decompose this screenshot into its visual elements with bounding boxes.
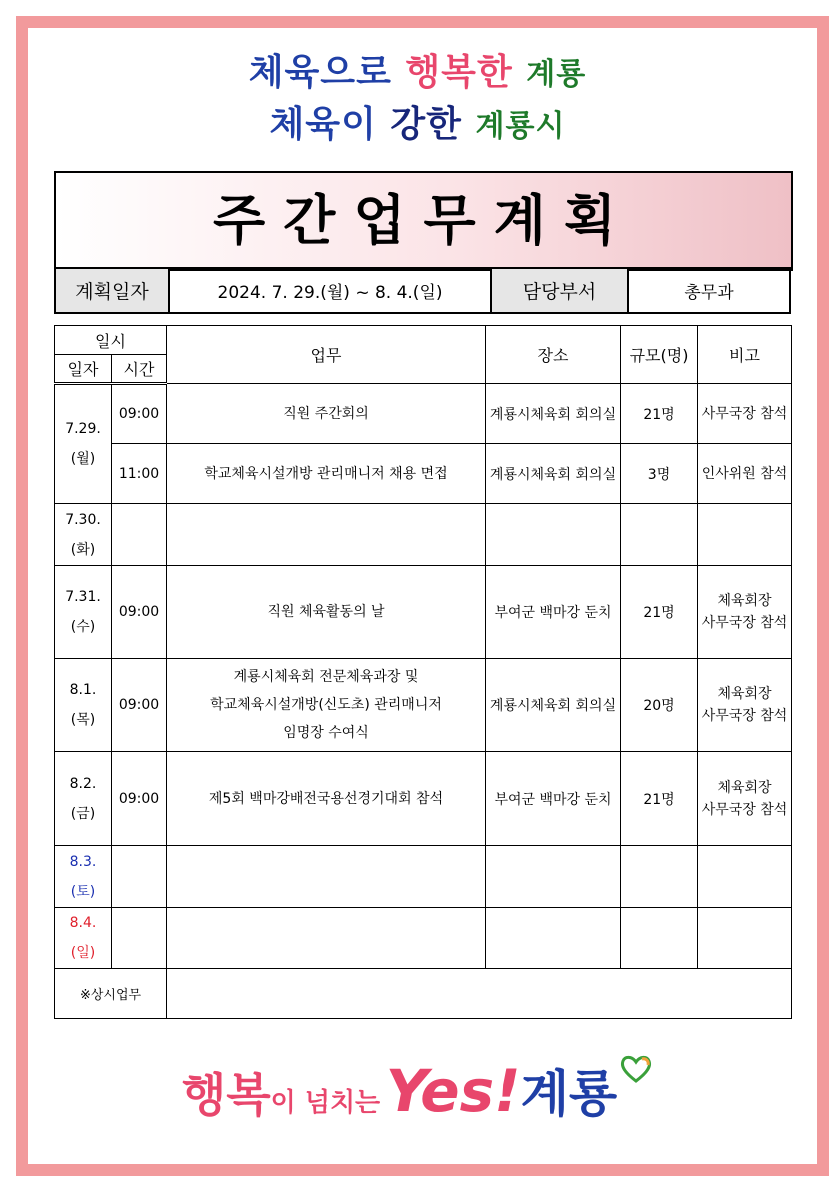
- note-line: 사무국장 참석: [701, 801, 788, 818]
- note-line: 체육회장: [717, 686, 772, 702]
- date-cell: [55, 384, 112, 504]
- date-cell: [55, 752, 112, 846]
- date-cell: [55, 908, 112, 969]
- dept-label: 담당부서: [491, 268, 628, 313]
- place-cell: 부여군 백마강 둔치: [486, 752, 621, 846]
- note-cell: [698, 566, 792, 659]
- note-cell: [698, 659, 792, 752]
- slogan-text: 체육이: [269, 104, 377, 145]
- note-cell: [698, 908, 792, 969]
- date-text: 7.30.: [65, 511, 101, 528]
- slogan-line-2: [0, 96, 835, 147]
- task-line: 계룡시체육회 전문체육과장 및: [233, 669, 419, 685]
- task-cell: [167, 908, 486, 969]
- standing-label: ※상시업무: [55, 969, 167, 1019]
- day-text: (토): [70, 883, 96, 900]
- scale-cell: 21명: [621, 752, 698, 846]
- date-cell: [55, 504, 112, 566]
- note-line: 사무국장 참석: [701, 708, 788, 724]
- schedule-table: [54, 325, 792, 1019]
- time-cell: 09:00: [112, 659, 167, 752]
- task-cell: [167, 659, 486, 752]
- date-text: 7.29.: [65, 421, 101, 437]
- heart-icon: [619, 1054, 653, 1088]
- note-line: 체육회장: [717, 779, 772, 796]
- scale-cell: [621, 908, 698, 969]
- place-cell: 부여군 백마강 둔치: [486, 566, 621, 659]
- date-text: 8.4.: [69, 915, 97, 931]
- task-cell: 제5회 백마강배전국용선경기대회 참석: [167, 752, 486, 846]
- date-text: 8.2.: [69, 775, 97, 792]
- scale-cell: 21명: [621, 384, 698, 444]
- note-line: 사무국장 참석: [701, 615, 788, 631]
- task-cell: 직원 주간회의: [167, 384, 486, 444]
- footer-text: 이 넘치는: [270, 1088, 381, 1118]
- note-line: 체육회장: [717, 593, 772, 609]
- day-text: (목): [70, 712, 96, 728]
- note-cell: [698, 752, 792, 846]
- day-text: (화): [70, 541, 96, 558]
- time-cell: [112, 504, 167, 566]
- header-date: 일자: [55, 355, 112, 384]
- day-text: (일): [70, 945, 96, 961]
- header-time: 시간: [112, 355, 167, 384]
- task-line: 학교체육시설개방(신도초) 관리매니저: [210, 697, 442, 713]
- title-box: [54, 171, 793, 271]
- plan-date-label: 계획일자: [55, 268, 169, 313]
- note-cell: [698, 846, 792, 908]
- scale-cell: [621, 846, 698, 908]
- date-text: 8.3.: [69, 853, 97, 870]
- plan-date-value: 2024. 7. 29.(월) ~ 8. 4.(일): [169, 268, 491, 313]
- header-task: 업무: [167, 326, 486, 384]
- date-cell: [55, 846, 112, 908]
- scale-cell: 20명: [621, 659, 698, 752]
- standing-content: [167, 969, 792, 1019]
- slogan-text: 행복한: [405, 52, 513, 93]
- place-cell: 계룡시체육회 회의실: [486, 384, 621, 444]
- header-note: 비고: [698, 326, 792, 384]
- place-cell: [486, 908, 621, 969]
- note-cell: 사무국장 참석: [698, 384, 792, 444]
- slogan-text: 계룡시: [475, 109, 566, 144]
- date-cell: [55, 566, 112, 659]
- task-cell: [167, 846, 486, 908]
- slogan-line-1: [0, 44, 835, 95]
- date-cell: [55, 659, 112, 752]
- place-cell: 계룡시체육회 회의실: [486, 444, 621, 504]
- scale-cell: 3명: [621, 444, 698, 504]
- slogan-text: 강한: [390, 104, 462, 145]
- info-table: [54, 267, 791, 314]
- task-line: 임명장 수여식: [283, 725, 369, 741]
- page-title: 주간업무계획: [213, 189, 634, 252]
- footer-text: Yes!: [385, 1057, 521, 1125]
- time-cell: [112, 846, 167, 908]
- note-cell: [698, 504, 792, 566]
- day-text: (월): [70, 451, 96, 467]
- date-text: 7.31.: [65, 589, 101, 605]
- header-datetime: 일시: [55, 326, 167, 355]
- time-cell: 09:00: [112, 566, 167, 659]
- footer-text: 계룡: [520, 1065, 618, 1123]
- time-cell: 09:00: [112, 752, 167, 846]
- dept-value: 총무과: [628, 268, 790, 313]
- task-cell: [167, 504, 486, 566]
- footer-logo: [0, 1054, 835, 1126]
- task-cell: 학교체육시설개방 관리매니저 채용 면접: [167, 444, 486, 504]
- time-cell: [112, 908, 167, 969]
- date-text: 8.1.: [69, 682, 97, 698]
- time-cell: 09:00: [112, 384, 167, 444]
- task-cell: 직원 체육활동의 날: [167, 566, 486, 659]
- day-text: (수): [70, 619, 96, 635]
- place-cell: 계룡시체육회 회의실: [486, 659, 621, 752]
- place-cell: [486, 846, 621, 908]
- place-cell: [486, 504, 621, 566]
- note-cell: 인사위원 참석: [698, 444, 792, 504]
- footer-text: 행복: [181, 1068, 271, 1122]
- scale-cell: 21명: [621, 566, 698, 659]
- header-place: 장소: [486, 326, 621, 384]
- header-scale: 규모(명): [621, 326, 698, 384]
- day-text: (금): [70, 805, 96, 822]
- time-cell: 11:00: [112, 444, 167, 504]
- scale-cell: [621, 504, 698, 566]
- slogan-text: 체육으로: [248, 52, 392, 93]
- slogan-text: 계룡: [526, 57, 587, 92]
